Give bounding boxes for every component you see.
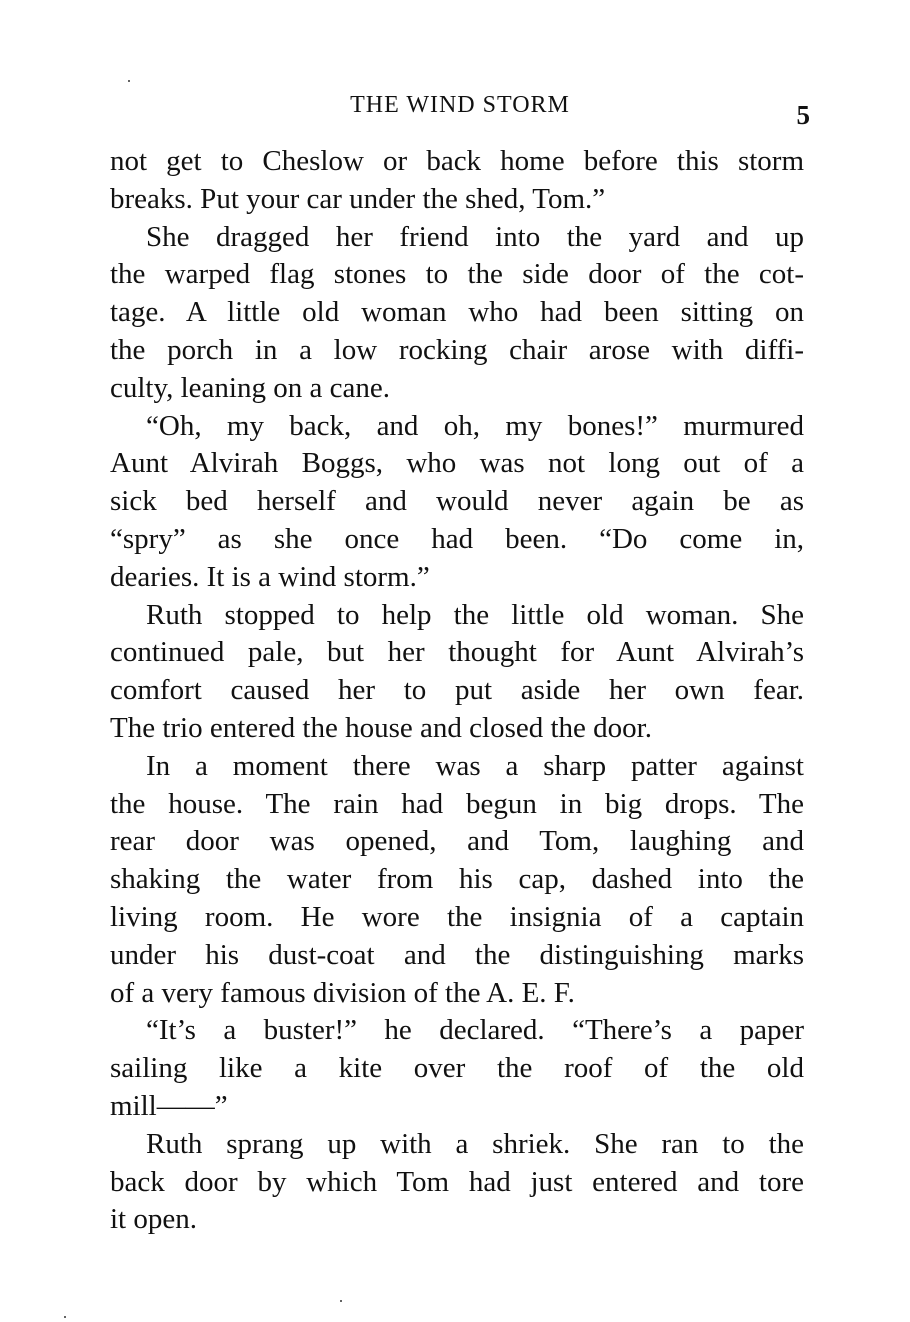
text-line: She dragged her friend into the yard and up — [146, 220, 804, 253]
text-line: In a moment there was a sharp patter against — [146, 749, 804, 782]
running-head: THE WIND STORM — [350, 92, 570, 118]
text-line: the house. The rain had begun in big drops. The — [110, 787, 804, 820]
text-line: rear door was opened, and Tom, laughing and — [110, 825, 804, 858]
text-line: not get to Cheslow or back home before this storm — [110, 145, 804, 177]
text-line: culty, leaning on a cane. — [110, 371, 390, 404]
text-line: tage. A little old woman who had been sitting on — [110, 296, 804, 329]
text-line: sick bed herself and would never again be as — [110, 485, 804, 518]
text-line: shaking the water from his cap, dashed into the — [110, 863, 804, 896]
text-line: continued pale, but her thought for Aunt Alvirah’s — [110, 636, 804, 669]
text-line: “spry” as she once had been. “Do come in, — [110, 522, 804, 555]
text-line: Ruth stopped to help the little old woman. She — [146, 598, 804, 631]
text-line: sailing like a kite over the roof of the old — [110, 1052, 804, 1085]
text-line: dearies. It is a wind storm.” — [110, 560, 430, 593]
page-header — [110, 92, 810, 128]
text-line: mill——” — [110, 1089, 228, 1122]
text-line: back door by which Tom had just entered and tore — [110, 1165, 804, 1198]
text-line: breaks. Put your car under the shed, Tom.” — [110, 182, 606, 215]
body-text — [110, 143, 804, 1239]
text-line: Aunt Alvirah Boggs, who was not long out of a — [110, 447, 804, 480]
text-line: the warped flag stones to the side door of the cot- — [110, 258, 804, 291]
print-speck — [128, 80, 130, 82]
text-line: the porch in a low rocking chair arose with diffi- — [110, 333, 804, 366]
print-speck — [340, 1300, 342, 1302]
text-line: comfort caused her to put aside her own fear. — [110, 674, 804, 707]
text-line: The trio entered the house and closed the door. — [110, 711, 652, 744]
text-line: under his dust-coat and the distinguishing marks — [110, 938, 804, 971]
text-line: of a very famous division of the A. E. F. — [110, 976, 575, 1009]
text-line: “It’s a buster!” he declared. “There’s a paper — [146, 1014, 804, 1047]
text-line: “Oh, my back, and oh, my bones!” murmured — [146, 409, 804, 442]
text-line: Ruth sprang up with a shriek. She ran to the — [146, 1127, 804, 1160]
text-line: living room. He wore the insignia of a captain — [110, 900, 804, 933]
page-number: 5 — [796, 100, 810, 130]
text-line: it open. — [110, 1203, 197, 1236]
print-speck — [64, 1316, 66, 1318]
